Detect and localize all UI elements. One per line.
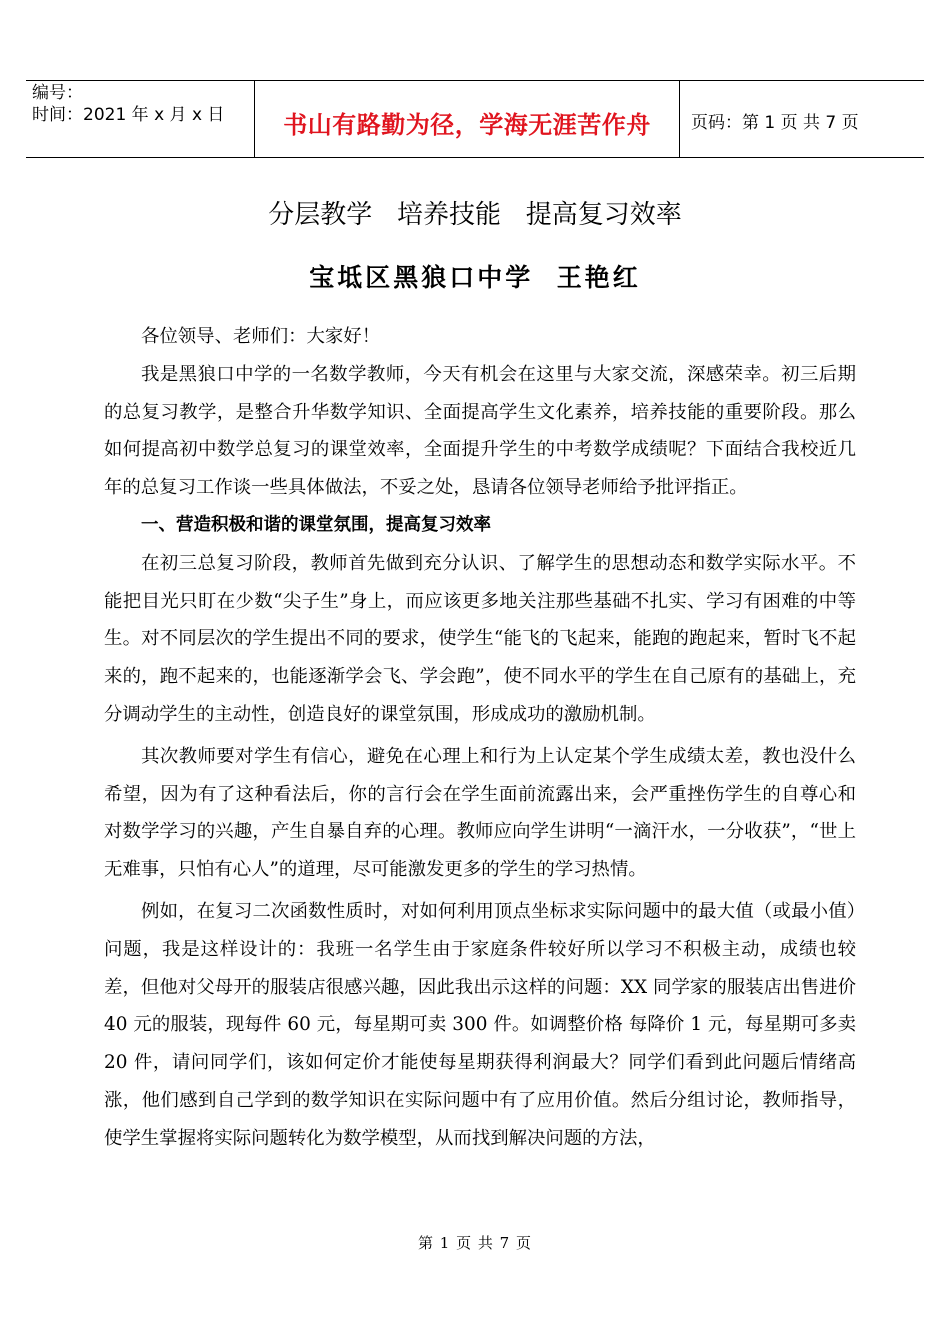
section-heading: 一、营造积极和谐的课堂氛围，提高复习效率 bbox=[141, 514, 491, 535]
body-paragraph: 例如，在复习二次函数性质时，对如何利用顶点坐标求实际问题中的最大值（或最小值）问题，我是这样设计的：我班一名学生由于家庭条件较好所以学习不积极主动，成绩也较差，但他对父母开的服装店很感兴趣，因此我出示这样的问题：XX 同学家的服装店出售进价 40 元的服装，现每件 60 元，每星期可卖 300 件。如调整价格 每降价 1 元，每星期可多卖 20 件，请问同学们，该如何定价才能使每星期获得利润最大？同学们看到此问题后情绪高涨，他们感到自己学到的数学知识在实际问题中有了应用价值。然后分组讨论，教师指导，使学生掌握将实际问题转化为数学模型，从而找到解决问题的方法， bbox=[104, 900, 856, 1149]
document-body bbox=[104, 318, 856, 1158]
document-number-label: 编号： bbox=[32, 83, 83, 103]
page-info: 页码：第 1 页 共 7 页 bbox=[691, 113, 859, 133]
author-line: 宝坻区黑狼口中学 王艳红 bbox=[309, 263, 641, 292]
page-footer: 第 1 页 共 7 页 bbox=[418, 1234, 532, 1252]
greeting-paragraph: 各位领导、老师们：大家好！ bbox=[141, 326, 381, 347]
body-paragraph: 在初三总复习阶段，教师首先做到充分认识、了解学生的思想动态和数学实际水平。不能把目光只盯在少数“尖子生”身上，而应该更多地关注那些基础不扎实、学习有困难的中等生。对不同层次的学生提出不同的要求，使学生“能飞的飞起来，能跑的跑起来，暂时飞不起来的，跑不起来的，也能逐渐学会飞、学会跑”，使不同水平的学生在自己原有的基础上，充分调动学生的主动性，创造良好的课堂氛围，形成成功的激励机制。 bbox=[104, 552, 856, 725]
header-page-cell bbox=[679, 81, 924, 157]
document-time-label: 时间：2021 年 x 月 x 日 bbox=[32, 105, 225, 125]
motto-text: 书山有路勤为径，学海无涯苦作舟 bbox=[283, 111, 651, 139]
header-meta-cell bbox=[26, 81, 254, 157]
intro-paragraph: 我是黑狼口中学的一名数学教师，今天有机会在这里与大家交流，深感荣幸。初三后期的总复习教学，是整合升华数学知识、全面提高学生文化素养，培养技能的重要阶段。那么如何提高初中数学总复习的课堂效率，全面提升学生的中考数学成绩呢？下面结合我校近几年的总复习工作谈一些具体做法，不妥之处，恳请各位领导老师给予批评指正。 bbox=[104, 363, 856, 499]
body-paragraph: 其次教师要对学生有信心，避免在心理上和行为上认定某个学生成绩太差，教也没什么希望，因为有了这种看法后，你的言行会在学生面前流露出来，会严重挫伤学生的自尊心和对数学学习的兴趣，产生自暴自弃的心理。教师应向学生讲明“一滴汗水，一分收获”，“世上无难事，只怕有心人”的道理，尽可能激发更多的学生的学习热情。 bbox=[104, 745, 856, 881]
header-table bbox=[26, 80, 924, 158]
header-motto-cell bbox=[254, 81, 680, 157]
document-title: 分层教学 培养技能 提高复习效率 bbox=[268, 200, 682, 230]
